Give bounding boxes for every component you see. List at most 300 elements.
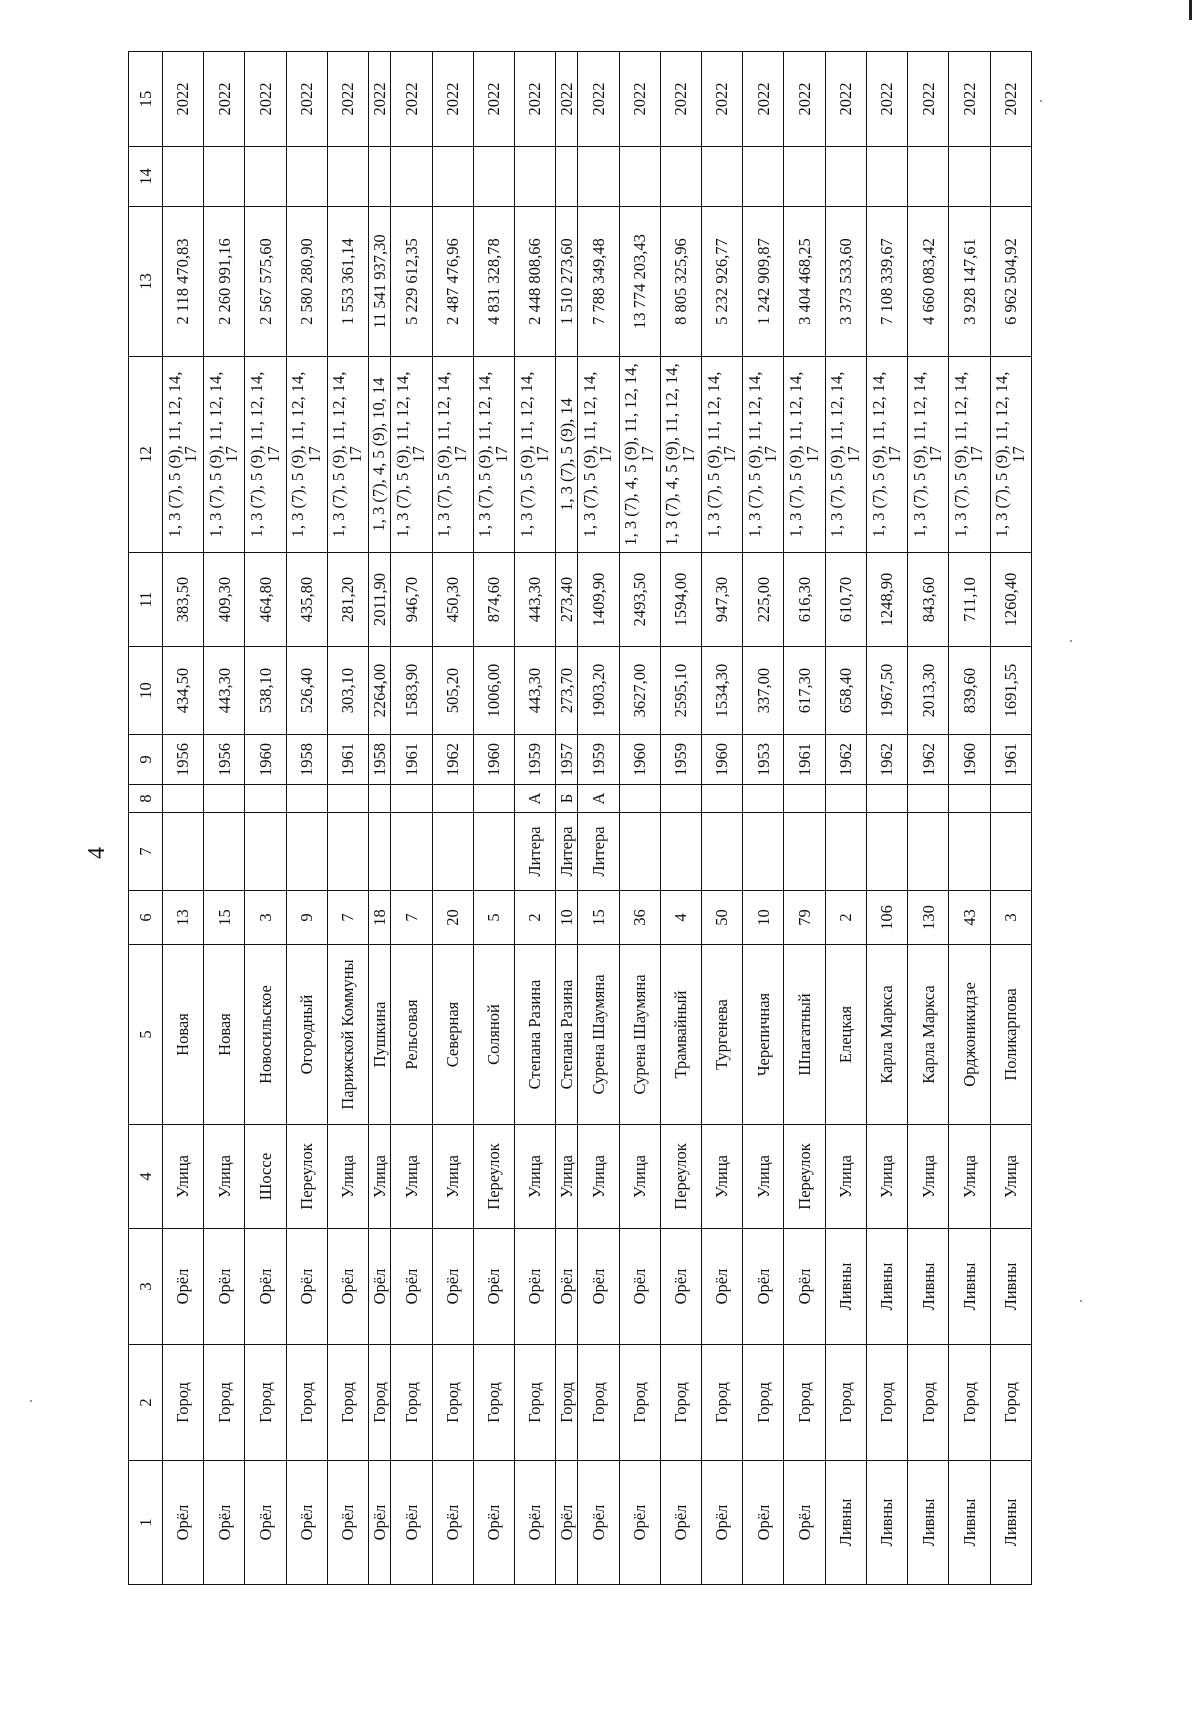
table-cell-col-8 — [327, 785, 368, 813]
table-cell-col-13: 2 487 476,96 — [432, 207, 473, 357]
table-row — [990, 52, 1031, 1585]
table-cell-col-15: 2022 — [866, 52, 907, 147]
table-cell-col-9: 1960 — [473, 735, 514, 785]
table-cell-col-14 — [578, 147, 619, 207]
table-cell-col-11: 947,30 — [702, 553, 743, 647]
table-cell-col-1: Орёл — [432, 1461, 473, 1585]
table-cell-col-10: 1903,20 — [578, 647, 619, 735]
table-cell-col-9: 1958 — [286, 735, 327, 785]
table-cell-col-8 — [286, 785, 327, 813]
table-cell-col-14 — [514, 147, 555, 207]
table-cell-col-12: 1, 3 (7), 5 (9), 11, 12, 14, 17 — [391, 357, 432, 553]
table-cell-col-10: 538,10 — [245, 647, 286, 735]
table-cell-col-13: 3 404 468,25 — [784, 207, 825, 357]
table-cell-col-12: 1, 3 (7), 5 (9), 11, 12, 14, 17 — [990, 357, 1031, 553]
table-row — [949, 52, 990, 1585]
table-cell-col-12: 1, 3 (7), 5 (9), 11, 12, 14, 17 — [327, 357, 368, 553]
table-cell-col-4: Улица — [825, 1125, 866, 1229]
table-cell-col-1: Орёл — [204, 1461, 245, 1585]
table-cell-col-7 — [949, 813, 990, 891]
table-cell-col-14 — [432, 147, 473, 207]
table-cell-col-8 — [825, 785, 866, 813]
table-cell-col-11: 1594,00 — [660, 553, 701, 647]
table-cell-col-14 — [990, 147, 1031, 207]
table-cell-col-15: 2022 — [391, 52, 432, 147]
table-cell-col-4: Улица — [990, 1125, 1031, 1229]
table-cell-col-14 — [286, 147, 327, 207]
table-cell-col-7 — [908, 813, 949, 891]
table-cell-col-6: 79 — [784, 891, 825, 945]
table-cell-col-4: Переулок — [660, 1125, 701, 1229]
table-cell-col-14 — [163, 147, 204, 207]
table-cell-col-13: 4 660 083,42 — [908, 207, 949, 357]
table-cell-col-6: 10 — [743, 891, 784, 945]
table-cell-col-9: 1962 — [432, 735, 473, 785]
table-cell-col-8 — [473, 785, 514, 813]
table-cell-col-5: Пушкина — [369, 945, 391, 1125]
table-cell-col-5: Новая — [163, 945, 204, 1125]
column-number-12: 12 — [129, 357, 163, 553]
table-cell-col-15: 2022 — [369, 52, 391, 147]
table-cell-col-8 — [432, 785, 473, 813]
table-cell-col-11: 2011,90 — [369, 553, 391, 647]
table-cell-col-14 — [825, 147, 866, 207]
table-cell-col-13: 1 510 273,60 — [556, 207, 578, 357]
table-cell-col-6: 3 — [990, 891, 1031, 945]
table-cell-col-7 — [473, 813, 514, 891]
table-cell-col-4: Улица — [556, 1125, 578, 1229]
table-row — [619, 52, 660, 1585]
column-number-11: 11 — [129, 553, 163, 647]
table-cell-col-5: Сурена Шаумяна — [578, 945, 619, 1125]
table-cell-col-3: Орёл — [163, 1229, 204, 1345]
table-cell-col-15: 2022 — [245, 52, 286, 147]
table-cell-col-2: Город — [825, 1345, 866, 1461]
table-cell-col-3: Орёл — [784, 1229, 825, 1345]
table-cell-col-1: Орёл — [556, 1461, 578, 1585]
table-row — [556, 52, 578, 1585]
table-cell-col-4: Улица — [866, 1125, 907, 1229]
column-number-9: 9 — [129, 735, 163, 785]
table-cell-col-5: Новосильское — [245, 945, 286, 1125]
table-row — [702, 52, 743, 1585]
column-number-14: 14 — [129, 147, 163, 207]
table-cell-col-5: Огородный — [286, 945, 327, 1125]
table-cell-col-7 — [825, 813, 866, 891]
table-cell-col-3: Орёл — [286, 1229, 327, 1345]
table-cell-col-1: Орёл — [369, 1461, 391, 1585]
table-cell-col-5: Степана Разина — [556, 945, 578, 1125]
table-cell-col-12: 1, 3 (7), 5 (9), 11, 12, 14, 17 — [578, 357, 619, 553]
table-cell-col-15: 2022 — [619, 52, 660, 147]
table-cell-col-1: Ливны — [866, 1461, 907, 1585]
table-cell-col-9: 1960 — [702, 735, 743, 785]
table-cell-col-12: 1, 3 (7), 4, 5 (9), 11, 12, 14, 17 — [619, 357, 660, 553]
column-number-row — [129, 52, 163, 1585]
table-cell-col-15: 2022 — [473, 52, 514, 147]
table-cell-col-13: 1 553 361,14 — [327, 207, 368, 357]
table-cell-col-9: 1958 — [369, 735, 391, 785]
table-cell-col-1: Орёл — [473, 1461, 514, 1585]
table-cell-col-3: Орёл — [556, 1229, 578, 1345]
table-cell-col-15: 2022 — [784, 52, 825, 147]
table-cell-col-3: Орёл — [432, 1229, 473, 1345]
table-cell-col-3: Орёл — [578, 1229, 619, 1345]
table-cell-col-3: Орёл — [204, 1229, 245, 1345]
table-cell-col-8 — [660, 785, 701, 813]
table-cell-col-1: Орёл — [578, 1461, 619, 1585]
table-cell-col-6: 43 — [949, 891, 990, 945]
column-number-15: 15 — [129, 52, 163, 147]
table-cell-col-6: 9 — [286, 891, 327, 945]
table-cell-col-6: 7 — [327, 891, 368, 945]
column-number-7: 7 — [129, 813, 163, 891]
table-cell-col-5: Соляной — [473, 945, 514, 1125]
table-cell-col-5: Парижской Коммуны — [327, 945, 368, 1125]
table-cell-col-9: 1960 — [245, 735, 286, 785]
table-cell-col-11: 443,30 — [514, 553, 555, 647]
table-cell-col-15: 2022 — [578, 52, 619, 147]
table-cell-col-7 — [702, 813, 743, 891]
table-cell-col-5: Тургенева — [702, 945, 743, 1125]
table-cell-col-13: 3 928 147,61 — [949, 207, 990, 357]
table-cell-col-12: 1, 3 (7), 5 (9), 11, 12, 14, 17 — [743, 357, 784, 553]
table-cell-col-14 — [391, 147, 432, 207]
table-cell-col-7: Литера — [556, 813, 578, 891]
table-cell-col-7 — [784, 813, 825, 891]
table-cell-col-9: 1959 — [514, 735, 555, 785]
table-cell-col-13: 3 373 533,60 — [825, 207, 866, 357]
table-cell-col-9: 1962 — [825, 735, 866, 785]
table-cell-col-3: Ливны — [949, 1229, 990, 1345]
table-cell-col-13: 4 831 328,78 — [473, 207, 514, 357]
table-cell-col-12: 1, 3 (7), 5 (9), 11, 12, 14, 17 — [866, 357, 907, 553]
table-cell-col-7 — [369, 813, 391, 891]
table-cell-col-9: 1960 — [949, 735, 990, 785]
table-cell-col-14 — [369, 147, 391, 207]
table-cell-col-2: Город — [702, 1345, 743, 1461]
table-cell-col-7 — [432, 813, 473, 891]
table-cell-col-12: 1, 3 (7), 5 (9), 11, 12, 14, 17 — [825, 357, 866, 553]
table-row — [432, 52, 473, 1585]
table-cell-col-2: Город — [743, 1345, 784, 1461]
table-cell-col-11: 1260,40 — [990, 553, 1031, 647]
table-cell-col-11: 281,20 — [327, 553, 368, 647]
table-cell-col-8 — [949, 785, 990, 813]
table-cell-col-10: 1967,50 — [866, 647, 907, 735]
table-cell-col-7: Литера — [514, 813, 555, 891]
table-cell-col-4: Улица — [908, 1125, 949, 1229]
table-cell-col-15: 2022 — [556, 52, 578, 147]
table-cell-col-11: 711,10 — [949, 553, 990, 647]
table-cell-col-11: 273,40 — [556, 553, 578, 647]
table-cell-col-3: Ливны — [866, 1229, 907, 1345]
table-cell-col-10: 1691,55 — [990, 647, 1031, 735]
table-cell-col-10: 505,20 — [432, 647, 473, 735]
table-cell-col-9: 1953 — [743, 735, 784, 785]
table-cell-col-8 — [743, 785, 784, 813]
table-cell-col-10: 303,10 — [327, 647, 368, 735]
table-cell-col-12: 1, 3 (7), 5 (9), 11, 12, 14, 17 — [784, 357, 825, 553]
table-row — [743, 52, 784, 1585]
table-cell-col-14 — [949, 147, 990, 207]
table-cell-col-11: 450,30 — [432, 553, 473, 647]
table-cell-col-4: Улица — [369, 1125, 391, 1229]
table-cell-col-8 — [784, 785, 825, 813]
table-cell-col-2: Город — [369, 1345, 391, 1461]
table-cell-col-5: Елецкая — [825, 945, 866, 1125]
table-cell-col-9: 1961 — [784, 735, 825, 785]
table-cell-col-7 — [743, 813, 784, 891]
table-cell-col-11: 409,30 — [204, 553, 245, 647]
housing-register-table — [128, 51, 1032, 1585]
scan-speck — [1070, 640, 1072, 642]
table-cell-col-6: 10 — [556, 891, 578, 945]
table-row — [245, 52, 286, 1585]
table-cell-col-5: Шпагатный — [784, 945, 825, 1125]
table-cell-col-14 — [245, 147, 286, 207]
table-cell-col-1: Орёл — [702, 1461, 743, 1585]
column-number-3: 3 — [129, 1229, 163, 1345]
table-cell-col-15: 2022 — [702, 52, 743, 147]
table-cell-col-7 — [163, 813, 204, 891]
table-cell-col-10: 2264,00 — [369, 647, 391, 735]
table-cell-col-6: 130 — [908, 891, 949, 945]
table-cell-col-1: Орёл — [163, 1461, 204, 1585]
table-cell-col-6: 4 — [660, 891, 701, 945]
column-number-6: 6 — [129, 891, 163, 945]
table-cell-col-3: Орёл — [391, 1229, 432, 1345]
table-cell-col-7 — [204, 813, 245, 891]
table-cell-col-6: 15 — [578, 891, 619, 945]
column-number-1: 1 — [129, 1461, 163, 1585]
table-cell-col-12: 1, 3 (7), 5 (9), 11, 12, 14, 17 — [204, 357, 245, 553]
table-cell-col-3: Орёл — [327, 1229, 368, 1345]
table-row — [204, 52, 245, 1585]
column-number-2: 2 — [129, 1345, 163, 1461]
table-cell-col-3: Орёл — [245, 1229, 286, 1345]
table-cell-col-12: 1, 3 (7), 5 (9), 11, 12, 14, 17 — [949, 357, 990, 553]
table-cell-col-12: 1, 3 (7), 5 (9), 14 — [556, 357, 578, 553]
table-cell-col-3: Орёл — [702, 1229, 743, 1345]
table-cell-col-1: Орёл — [660, 1461, 701, 1585]
table-cell-col-14 — [327, 147, 368, 207]
table-cell-col-8: А — [514, 785, 555, 813]
scan-speck — [30, 1400, 32, 1402]
table-row — [660, 52, 701, 1585]
table-cell-col-13: 2 260 991,16 — [204, 207, 245, 357]
table-cell-col-9: 1962 — [866, 735, 907, 785]
table-cell-col-13: 6 962 504,92 — [990, 207, 1031, 357]
table-cell-col-4: Улица — [204, 1125, 245, 1229]
table-cell-col-12: 1, 3 (7), 5 (9), 11, 12, 14, 17 — [432, 357, 473, 553]
table-cell-col-10: 443,30 — [514, 647, 555, 735]
table-cell-col-2: Город — [204, 1345, 245, 1461]
table-cell-col-13: 7 108 339,67 — [866, 207, 907, 357]
table-cell-col-11: 464,80 — [245, 553, 286, 647]
table-cell-col-2: Город — [784, 1345, 825, 1461]
table-cell-col-1: Орёл — [391, 1461, 432, 1585]
table-cell-col-6: 20 — [432, 891, 473, 945]
table-cell-col-14 — [556, 147, 578, 207]
table-cell-col-11: 610,70 — [825, 553, 866, 647]
column-number-5: 5 — [129, 945, 163, 1125]
table-cell-col-14 — [866, 147, 907, 207]
table-cell-col-3: Орёл — [514, 1229, 555, 1345]
table-cell-col-13: 2 448 808,66 — [514, 207, 555, 357]
table-cell-col-12: 1, 3 (7), 4, 5 (9), 11, 12, 14, 17 — [660, 357, 701, 553]
table-cell-col-10: 1006,00 — [473, 647, 514, 735]
table-cell-col-13: 8 805 325,96 — [660, 207, 701, 357]
table-cell-col-2: Город — [286, 1345, 327, 1461]
table-cell-col-3: Орёл — [619, 1229, 660, 1345]
table-cell-col-4: Улица — [432, 1125, 473, 1229]
table-cell-col-8 — [990, 785, 1031, 813]
table-cell-col-2: Город — [432, 1345, 473, 1461]
table-cell-col-13: 5 232 926,77 — [702, 207, 743, 357]
table-cell-col-12: 1, 3 (7), 5 (9), 11, 12, 14, 17 — [286, 357, 327, 553]
column-number-8: 8 — [129, 785, 163, 813]
table-cell-col-2: Город — [391, 1345, 432, 1461]
table-row — [369, 52, 391, 1585]
table-cell-col-8 — [204, 785, 245, 813]
table-cell-col-2: Город — [619, 1345, 660, 1461]
table-cell-col-8 — [369, 785, 391, 813]
table-cell-col-8 — [908, 785, 949, 813]
table-cell-col-12: 1, 3 (7), 5 (9), 11, 12, 14, 17 — [702, 357, 743, 553]
table-cell-col-5: Степана Разина — [514, 945, 555, 1125]
table-cell-col-12: 1, 3 (7), 5 (9), 11, 12, 14, 17 — [514, 357, 555, 553]
table-cell-col-4: Улица — [327, 1125, 368, 1229]
table-cell-col-1: Ливны — [908, 1461, 949, 1585]
table-cell-col-3: Ливны — [990, 1229, 1031, 1345]
table-body — [163, 52, 1032, 1585]
table-cell-col-14 — [784, 147, 825, 207]
table-cell-col-2: Город — [514, 1345, 555, 1461]
table-cell-col-14 — [204, 147, 245, 207]
table-cell-col-9: 1961 — [391, 735, 432, 785]
table-cell-col-6: 18 — [369, 891, 391, 945]
table-cell-col-11: 225,00 — [743, 553, 784, 647]
table-cell-col-4: Переулок — [286, 1125, 327, 1229]
table-cell-col-1: Орёл — [286, 1461, 327, 1585]
table-cell-col-10: 617,30 — [784, 647, 825, 735]
table-cell-col-7 — [866, 813, 907, 891]
table-cell-col-15: 2022 — [286, 52, 327, 147]
table-cell-col-12: 1, 3 (7), 5 (9), 11, 12, 14, 17 — [245, 357, 286, 553]
table-cell-col-14 — [908, 147, 949, 207]
table-cell-col-6: 3 — [245, 891, 286, 945]
table-cell-col-15: 2022 — [163, 52, 204, 147]
table-cell-col-8: А — [578, 785, 619, 813]
table-cell-col-6: 2 — [514, 891, 555, 945]
page-number: 4 — [84, 847, 110, 859]
table-cell-col-13: 2 580 280,90 — [286, 207, 327, 357]
table-cell-col-10: 1534,30 — [702, 647, 743, 735]
table-cell-col-6: 50 — [702, 891, 743, 945]
table-cell-col-2: Город — [163, 1345, 204, 1461]
table-cell-col-8 — [702, 785, 743, 813]
table-row — [286, 52, 327, 1585]
table-cell-col-2: Город — [908, 1345, 949, 1461]
table-cell-col-5: Сурена Шаумяна — [619, 945, 660, 1125]
table-cell-col-10: 434,50 — [163, 647, 204, 735]
table-cell-col-14 — [473, 147, 514, 207]
table-cell-col-5: Карла Маркса — [908, 945, 949, 1125]
table-cell-col-7 — [391, 813, 432, 891]
table-cell-col-15: 2022 — [432, 52, 473, 147]
table-cell-col-12: 1, 3 (7), 5 (9), 11, 12, 14, 17 — [908, 357, 949, 553]
column-number-13: 13 — [129, 207, 163, 357]
table-cell-col-11: 946,70 — [391, 553, 432, 647]
table-cell-col-5: Рельсовая — [391, 945, 432, 1125]
table-cell-col-9: 1961 — [990, 735, 1031, 785]
table-cell-col-1: Ливны — [825, 1461, 866, 1585]
table-cell-col-9: 1957 — [556, 735, 578, 785]
table-cell-col-3: Ливны — [825, 1229, 866, 1345]
table-cell-col-15: 2022 — [990, 52, 1031, 147]
table-row — [473, 52, 514, 1585]
table-cell-col-4: Переулок — [473, 1125, 514, 1229]
table-cell-col-11: 435,80 — [286, 553, 327, 647]
table-cell-col-9: 1956 — [204, 735, 245, 785]
table-cell-col-14 — [619, 147, 660, 207]
table-cell-col-3: Орёл — [369, 1229, 391, 1345]
table-cell-col-7 — [990, 813, 1031, 891]
table-cell-col-4: Улица — [619, 1125, 660, 1229]
table-cell-col-14 — [702, 147, 743, 207]
table-cell-col-7: Литера — [578, 813, 619, 891]
table-cell-col-13: 5 229 612,35 — [391, 207, 432, 357]
table-cell-col-15: 2022 — [908, 52, 949, 147]
table-row — [825, 52, 866, 1585]
table-cell-col-15: 2022 — [825, 52, 866, 147]
table-cell-col-1: Орёл — [514, 1461, 555, 1585]
table-cell-col-13: 13 774 203,43 — [619, 207, 660, 357]
table-cell-col-9: 1959 — [660, 735, 701, 785]
table-cell-col-1: Орёл — [245, 1461, 286, 1585]
table-cell-col-1: Орёл — [743, 1461, 784, 1585]
table-cell-col-12: 1, 3 (7), 5 (9), 11, 12, 14, 17 — [163, 357, 204, 553]
table-cell-col-7 — [619, 813, 660, 891]
table-cell-col-5: Орджоникидзе — [949, 945, 990, 1125]
table-cell-col-13: 2 118 470,83 — [163, 207, 204, 357]
table-cell-col-10: 2013,30 — [908, 647, 949, 735]
table-cell-col-2: Город — [327, 1345, 368, 1461]
table-cell-col-10: 337,00 — [743, 647, 784, 735]
table-cell-col-4: Улица — [949, 1125, 990, 1229]
table-cell-col-4: Улица — [578, 1125, 619, 1229]
table-cell-col-1: Орёл — [327, 1461, 368, 1585]
table-cell-col-5: Поликарпова — [990, 945, 1031, 1125]
table-cell-col-6: 106 — [866, 891, 907, 945]
table-cell-col-2: Город — [949, 1345, 990, 1461]
table-cell-col-9: 1960 — [619, 735, 660, 785]
table-cell-col-6: 7 — [391, 891, 432, 945]
table-cell-col-7 — [660, 813, 701, 891]
table-cell-col-15: 2022 — [327, 52, 368, 147]
table-cell-col-4: Переулок — [784, 1125, 825, 1229]
table-cell-col-7 — [286, 813, 327, 891]
table-cell-col-3: Орёл — [660, 1229, 701, 1345]
table-row — [908, 52, 949, 1585]
table-cell-col-6: 2 — [825, 891, 866, 945]
table-cell-col-11: 1248,90 — [866, 553, 907, 647]
table-cell-col-15: 2022 — [514, 52, 555, 147]
table-cell-col-12: 1, 3 (7), 4, 5 (9), 10, 14 — [369, 357, 391, 553]
table-row — [866, 52, 907, 1585]
table-cell-col-1: Ливны — [949, 1461, 990, 1585]
